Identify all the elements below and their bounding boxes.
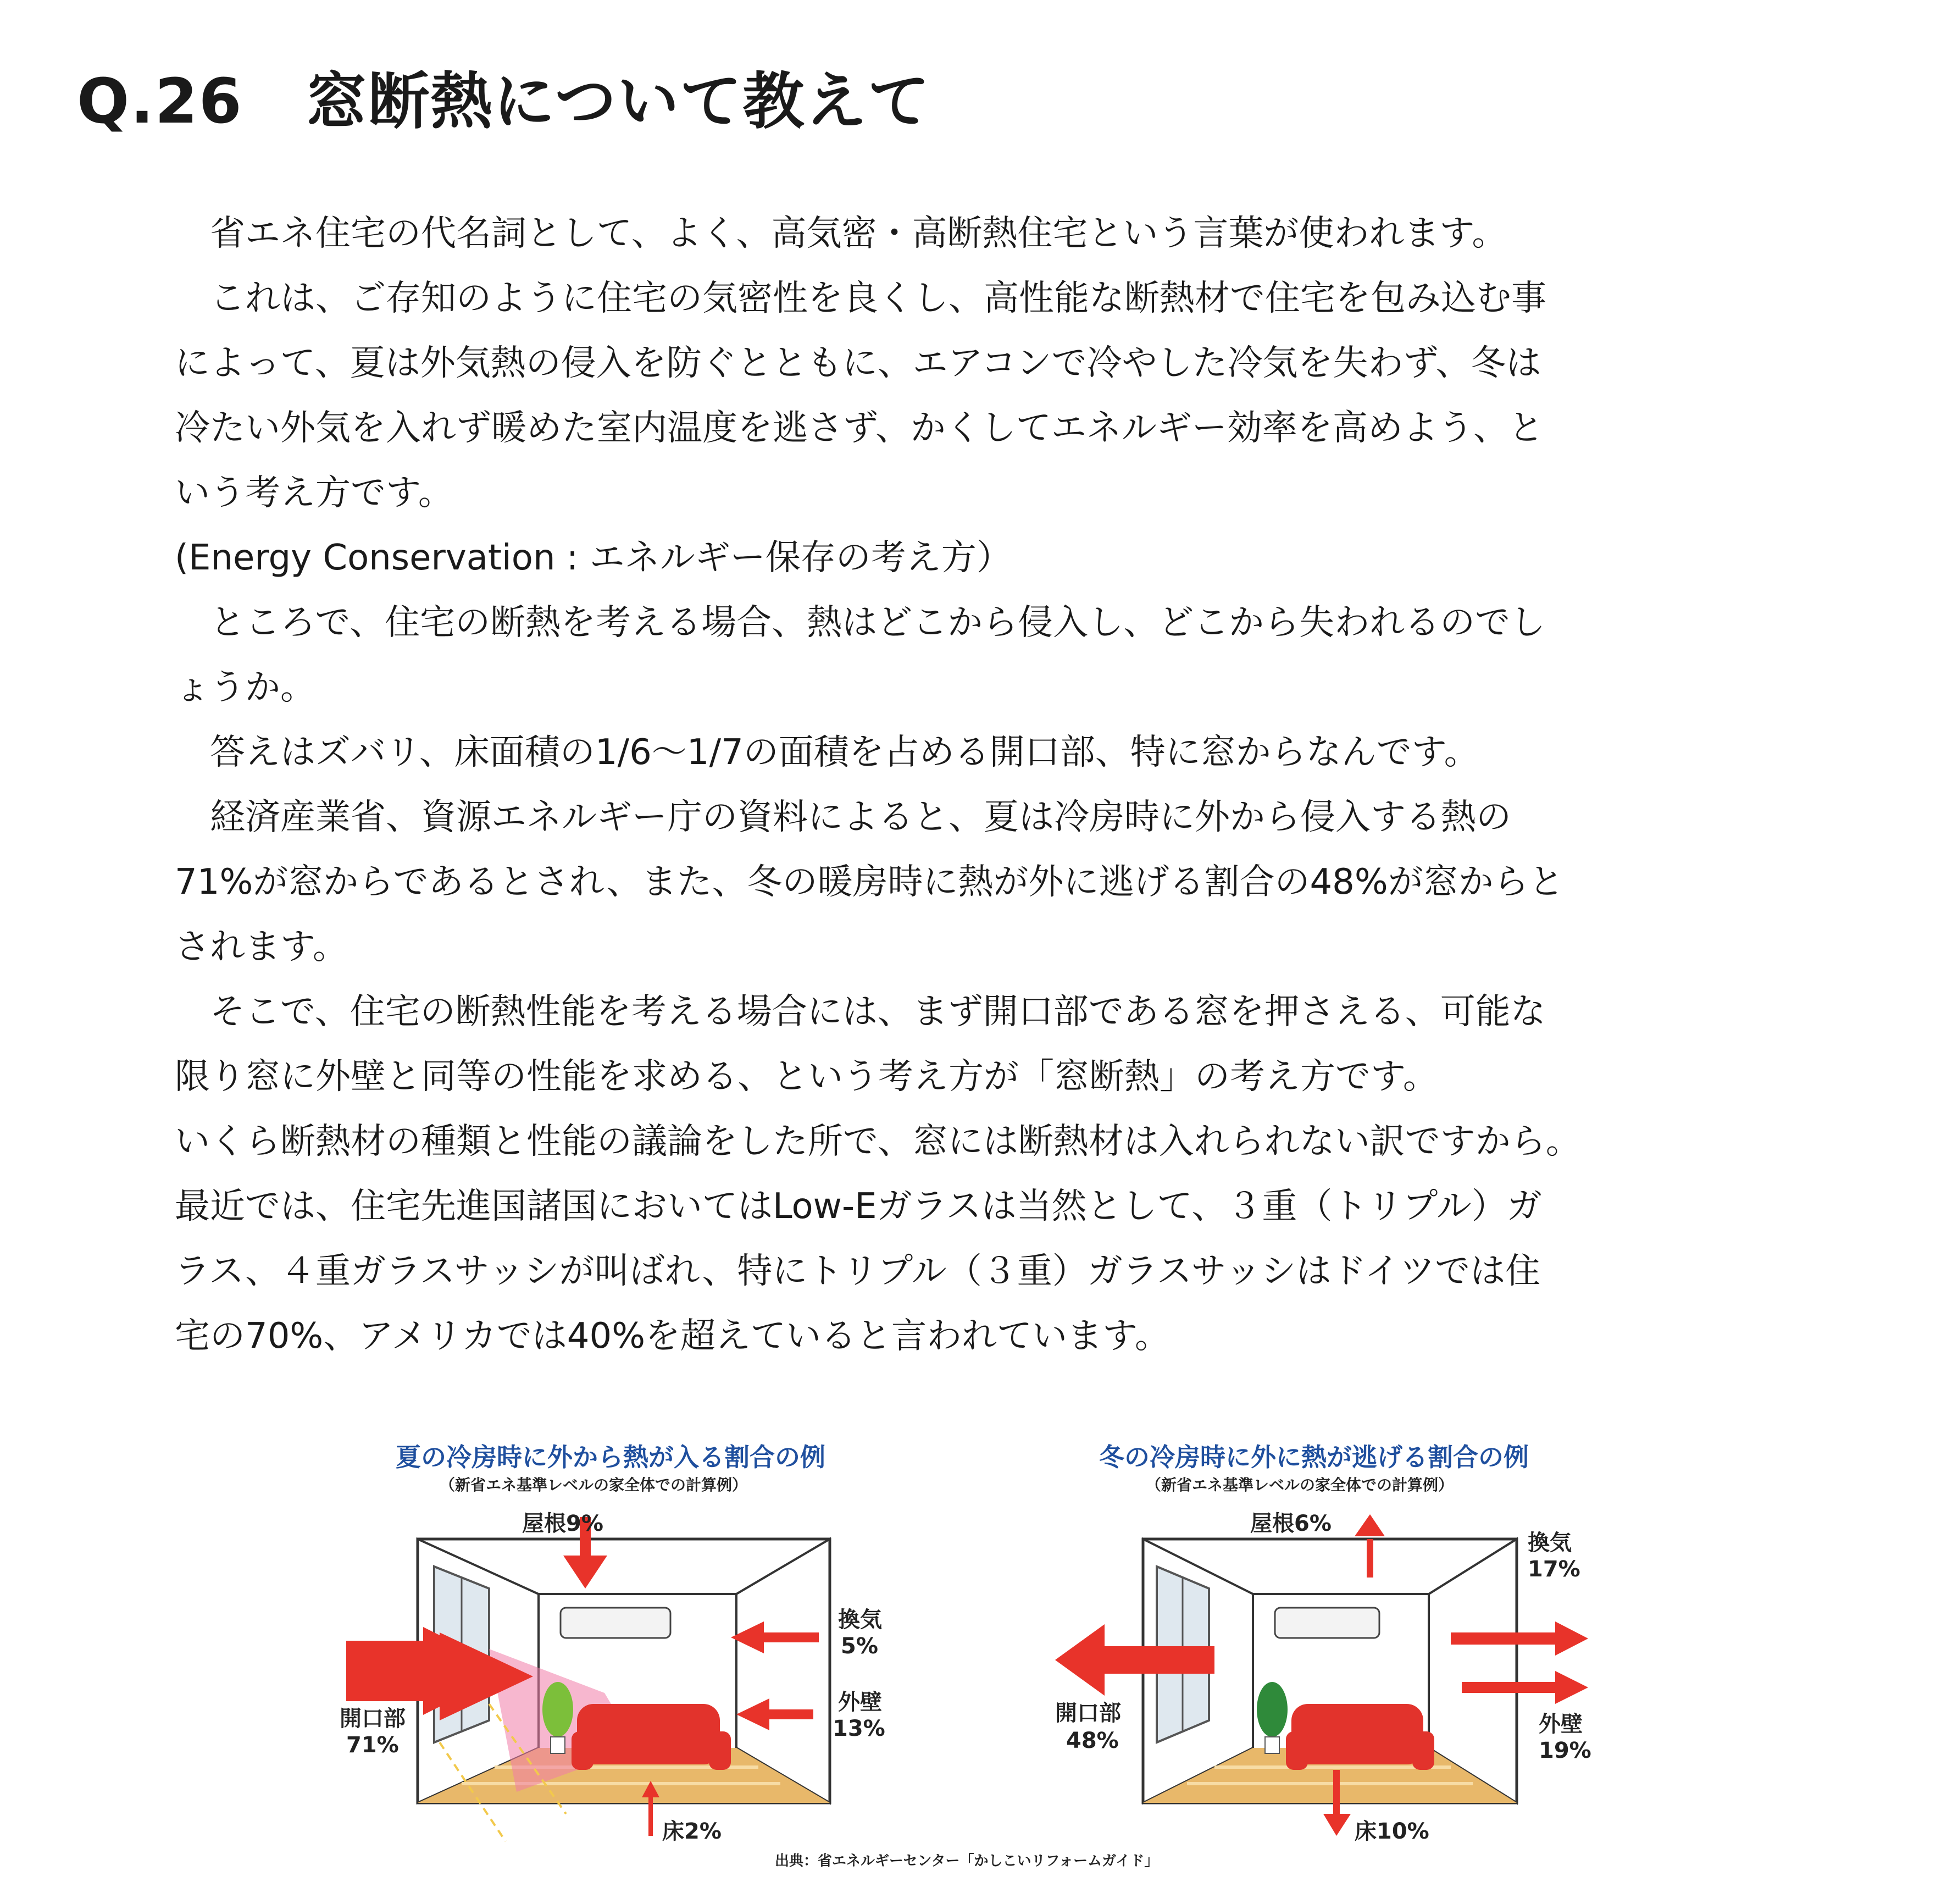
- plant: [1257, 1682, 1288, 1737]
- paragraph-line: 最近では、住宅先進国諸国においてはLow-Eガラスは当然として、３重（トリプル）ガ: [175, 1186, 1542, 1227]
- sofa: [577, 1704, 720, 1764]
- paragraph-line: 省エネ住宅の代名詞として、よく、高気密・高断熱住宅という言葉が使われます。: [175, 213, 1507, 254]
- wall-label-name: 外壁: [838, 1690, 882, 1715]
- opening-label-name: 開口部: [340, 1706, 406, 1731]
- paragraph-line: 限り窓に外壁と同等の性能を求める、という考え方が「窓断熱」の考え方です。: [175, 1056, 1438, 1097]
- opening-label-name: 開口部: [1055, 1701, 1121, 1726]
- summer-figure-title: 夏の冷房時に外から熱が入る割合の例: [396, 1442, 825, 1472]
- opening-heat-arrow: [1055, 1624, 1105, 1696]
- paragraph-line: されます。: [175, 927, 348, 967]
- roof-label: 屋根6%: [1250, 1511, 1332, 1536]
- paragraph-line: ところで、住宅の断熱を考える場合、熱はどこから侵入し、どこから失われるのでし: [175, 602, 1546, 643]
- winter-heat-diagram: [1033, 1506, 1610, 1847]
- wall-label-name: 外壁: [1539, 1712, 1583, 1737]
- air-conditioner: [1275, 1608, 1379, 1638]
- vent-label-value: 5%: [841, 1634, 878, 1659]
- paragraph-line: 冷たい外気を入れず暖めた室内温度を逃さず、かくしてエネルギー効率を高めよう、と: [175, 408, 1544, 449]
- vent-heat-arrow: [1555, 1621, 1588, 1656]
- paragraph-line: 経済産業省、資源エネルギー庁の資料によると、夏は冷房時に外から侵入する熱の: [175, 797, 1511, 838]
- roof-heat-arrow: [1355, 1514, 1385, 1536]
- summer-figure-subtitle: （新省エネ基準レベルの家全体での計算例）: [440, 1476, 748, 1494]
- summer-heat-diagram: [330, 1506, 885, 1847]
- body-text: [175, 201, 1801, 1369]
- air-conditioner: [561, 1608, 670, 1638]
- paragraph-line: そこで、住宅の断熱性能を考える場合には、まず開口部である窓を押さえる、可能な: [175, 992, 1546, 1032]
- paragraph-line: ょうか。: [175, 667, 315, 708]
- floor-label: 床10%: [1355, 1819, 1429, 1844]
- vent-label-value: 17%: [1528, 1557, 1580, 1582]
- paragraph-line: 答えはズバリ、床面積の1/6～1/7の面積を占める開口部、特に窓からなんです。: [175, 732, 1479, 773]
- sofa: [1291, 1704, 1423, 1764]
- wall-label-value: 19%: [1539, 1738, 1591, 1763]
- paragraph-line: によって、夏は外気熱の侵入を防ぐとともに、エアコンで冷やした冷気を失わず、冬は: [175, 343, 1541, 384]
- paragraph-line: 宅の70%、アメリカでは40%を超えていると言われています。: [175, 1316, 1170, 1357]
- opening-label-value: 71%: [346, 1733, 399, 1758]
- paragraph-line: これは、ご存知のように住宅の気密性を良くし、高性能な断熱材で住宅を包み込む事: [175, 278, 1546, 319]
- page-title: Q.26 窓断熱について教えて: [77, 66, 931, 137]
- floor-label: 床2%: [662, 1819, 722, 1844]
- paragraph-line: ラス、４重ガラスサッシが叫ばれ、特にトリプル（３重）ガラスサッシはドイツでは住: [175, 1251, 1541, 1292]
- paragraph-line: 71%が窓からであるとされ、また、冬の暖房時に熱が外に逃げる割合の48%が窓からと: [175, 862, 1564, 903]
- paragraph-line: いう考え方です。: [175, 473, 453, 513]
- winter-figure-subtitle: （新省エネ基準レベルの家全体での計算例）: [1146, 1476, 1454, 1494]
- paragraph-line: (Energy Conservation : エネルギー保存の考え方）: [175, 538, 1012, 578]
- wall-label-value: 13%: [833, 1716, 885, 1741]
- roof-label: 屋根9%: [522, 1511, 603, 1536]
- vent-label-name: 換気: [1528, 1530, 1572, 1556]
- vent-label-name: 換気: [838, 1607, 882, 1632]
- paragraph-line: いくら断熱材の種類と性能の議論をした所で、窓には断熱材は入れられない訳ですから。: [175, 1121, 1581, 1162]
- opening-label-value: 48%: [1066, 1728, 1119, 1753]
- floor-heat-arrow: [1323, 1814, 1351, 1836]
- source-citation: 出典：省エネルギーセンター「かしこいリフォームガイド」: [775, 1853, 1159, 1869]
- plant: [542, 1682, 573, 1737]
- winter-figure-title: 冬の冷房時に外に熱が逃げる割合の例: [1099, 1442, 1529, 1472]
- wall-heat-arrow: [1555, 1671, 1588, 1704]
